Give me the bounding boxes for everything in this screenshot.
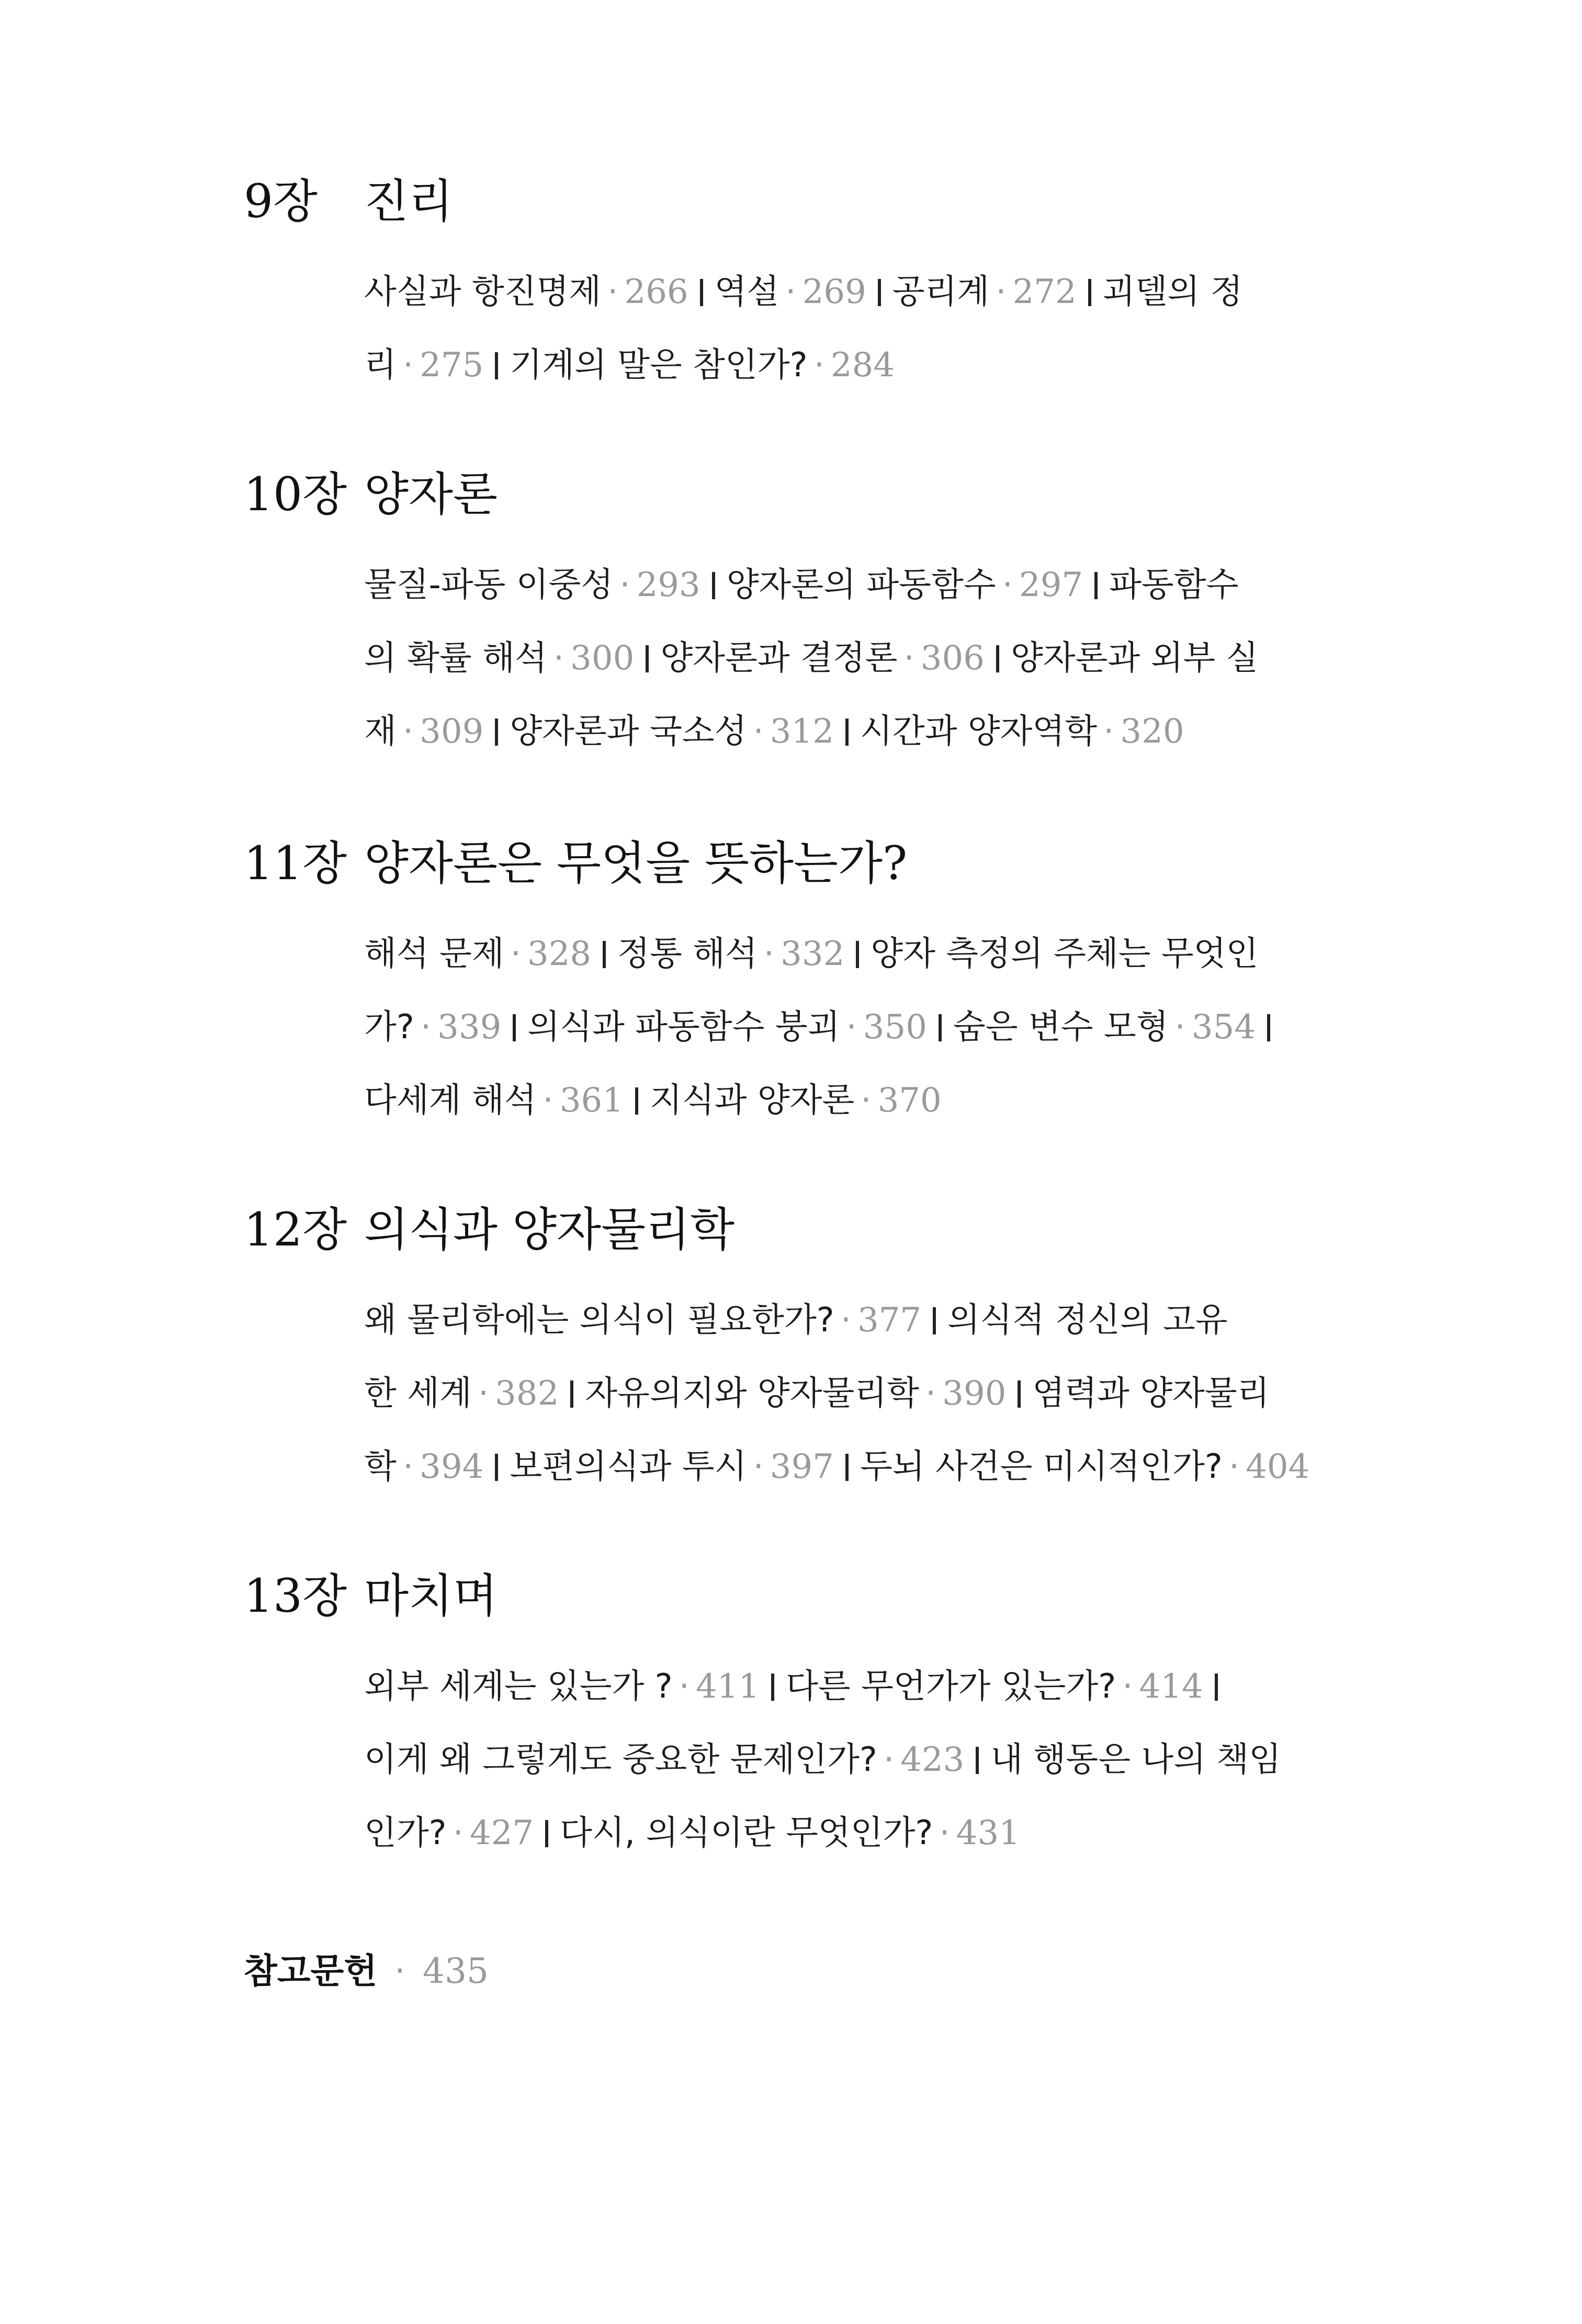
entry-title: 역설 [714,273,779,311]
entry-page: 377 [857,1301,922,1340]
page-dot: · [753,712,764,751]
chapter-title: 의식과 양자물리학 [364,1203,735,1256]
page-dot: · [1174,1008,1185,1047]
entry-title: 시간과 양자역학 [860,712,1098,751]
references-page: 435 [422,1951,489,1991]
entry-page: 414 [1139,1667,1203,1706]
page-dot: · [753,1447,764,1486]
toc-line [364,695,1389,768]
entry-separator [635,1087,638,1115]
entry-page: 427 [469,1814,534,1853]
entry-title: 파동함수 [1109,566,1239,604]
entry-page: 350 [863,1008,927,1047]
entry-separator [878,279,881,306]
entry-title: 염력과 양자물리 [1032,1374,1270,1413]
toc-line [364,1357,1389,1430]
chapter-entries [364,1284,1389,1503]
entry-title: 공리계 [892,273,990,311]
chapter-number: 10장 [244,467,347,521]
entry-page: 272 [1012,273,1077,311]
entry-separator [1215,1674,1218,1701]
entry-title: 다른 무언가가 있는가? [786,1667,1116,1706]
page-dot: · [420,1008,432,1047]
entry-title: 이게 왜 그렇게도 중요한 문제인가? [364,1741,877,1779]
entry-page: 269 [802,273,866,311]
entry-title: 외부 세계는 있는가 ? [364,1667,673,1706]
toc-line [364,1650,1389,1723]
entry-title: 해석 문제 [364,935,504,973]
toc-line [364,991,1389,1064]
entry-page: 397 [770,1447,834,1486]
chapter-number: 9장 [244,174,318,228]
entry-page: 339 [437,1008,502,1047]
entry-separator [856,941,859,968]
chapter-entries [364,548,1389,768]
entry-page: 394 [420,1447,484,1486]
entry-title: 양자론과 외부 실 [1010,639,1259,678]
page-dot: · [939,1814,950,1853]
entry-separator [646,645,649,672]
entry-separator [1018,1380,1021,1408]
entry-title: 의 확률 해석 [364,639,547,678]
toc-line [364,1723,1389,1797]
page-dot: · [510,935,521,973]
entry-title: 보편의식과 투시 [510,1447,747,1486]
page-dot: · [553,639,564,678]
entry-title: 인가? [364,1814,447,1853]
entry-title: 의식적 정신의 고유 [947,1301,1228,1340]
entry-page: 423 [900,1741,965,1779]
chapter-number: 12장 [244,1203,347,1256]
entry-title: 기계의 말은 참인가? [510,346,808,385]
entry-page: 266 [624,273,688,311]
page-dot: · [861,1081,872,1120]
entry-separator [495,1454,498,1481]
page-dot: · [619,566,630,604]
page-dot: · [402,1447,414,1486]
toc-line [364,917,1389,991]
chapter-title: 양자론 [364,467,498,521]
chapter-9 [244,167,1384,402]
toc-line [364,329,1389,402]
entry-title: 양자론과 국소성 [510,712,747,751]
entry-page: 284 [830,346,895,385]
entry-page: 431 [956,1814,1020,1853]
toc-line [364,1064,1389,1137]
entry-page: 320 [1120,712,1184,751]
entry-page: 306 [920,639,985,678]
chapter-heading [244,1196,1384,1264]
page-dot: · [846,1008,857,1047]
entry-title: 양자론의 파동함수 [726,566,996,604]
chapter-heading [244,461,1384,529]
entry-title: 정통 해석 [617,935,758,973]
entry-separator [845,1454,849,1481]
entry-page: 312 [770,712,834,751]
toc-line [364,255,1389,329]
toc-line [364,548,1389,622]
chapter-number: 13장 [244,1569,347,1623]
page-dot: · [813,346,824,385]
page-dot: · [1002,566,1013,604]
entry-title: 가? [364,1008,414,1047]
entry-separator [771,1674,774,1701]
page-dot: · [903,639,914,678]
chapter-title: 마치며 [364,1569,498,1623]
entry-separator [603,941,606,968]
chapter-13 [244,1562,1384,1870]
entry-title: 숨은 변수 모형 [953,1008,1169,1047]
entry-separator [845,718,849,746]
chapter-title: 진리 [364,174,454,228]
chapter-entries [364,917,1389,1137]
page-dot: · [402,346,414,385]
entry-page: 293 [636,566,700,604]
chapter-entries [364,255,1389,402]
entry-page: 390 [942,1374,1007,1413]
entry-separator [513,1014,516,1041]
entry-title: 자유의지와 양자물리학 [585,1374,919,1413]
chapter-11 [244,829,1384,1137]
toc-line [364,1797,1389,1870]
entry-separator [495,718,498,746]
references-entry [244,1943,489,2000]
entry-page: 309 [420,712,484,751]
entry-separator [700,279,703,306]
page-dot: · [478,1374,489,1413]
references-label: 참고문헌 [244,1951,378,1991]
page-dot: · [763,935,775,973]
entry-page: 297 [1019,566,1083,604]
chapter-12 [244,1196,1384,1503]
entry-title: 왜 물리학에는 의식이 필요한가? [364,1301,834,1340]
entry-separator [976,1747,979,1774]
page-dot: · [840,1301,852,1340]
chapter-title: 양자론은 무엇을 뜻하는가? [364,836,908,890]
page-dot: · [1122,1667,1133,1706]
page-dot: · [925,1374,936,1413]
page-dot: · [1103,712,1114,751]
entry-title: 괴델의 정 [1102,273,1243,311]
entry-title: 다세계 해석 [364,1081,537,1120]
page-dot: · [996,273,1007,311]
toc-line [364,622,1389,695]
entry-separator [939,1014,942,1041]
entry-page: 275 [420,346,484,385]
entry-separator [1088,279,1091,306]
entry-title: 한 세계 [364,1374,472,1413]
page-dot: · [607,273,618,311]
chapter-heading [244,1562,1384,1630]
entry-title: 의식과 파동함수 붕괴 [527,1008,840,1047]
entry-separator [495,352,498,379]
entry-page: 354 [1191,1008,1256,1047]
page-dot: · [1228,1447,1240,1486]
chapter-heading [244,167,1384,235]
entry-page: 361 [559,1081,624,1120]
entry-title: 다시, 의식이란 무엇인가? [560,1814,933,1853]
page-dot: · [785,273,796,311]
entry-page: 411 [695,1667,760,1706]
entry-page: 370 [877,1081,942,1120]
chapter-number: 11장 [244,836,347,890]
entry-title: 리 [364,346,397,385]
page-dot: · [543,1081,553,1120]
entry-title: 양자 측정의 주체는 무엇인 [871,935,1259,973]
entry-title: 지식과 양자론 [649,1081,855,1120]
page-dot: · [402,712,414,751]
entry-page: 382 [495,1374,559,1413]
toc-line [364,1284,1389,1357]
entry-page: 404 [1246,1447,1310,1486]
chapter-entries [364,1650,1389,1870]
entry-separator [545,1820,548,1847]
page-dot: · [883,1741,895,1779]
entry-separator [933,1307,936,1334]
entry-page: 332 [781,935,845,973]
entry-page: 300 [570,639,635,678]
entry-separator [996,645,999,672]
entry-title: 내 행동은 나의 책임 [990,1741,1282,1779]
page-dot: · [453,1814,464,1853]
page-dot: · [394,1951,405,1991]
entry-page: 328 [527,935,592,973]
entry-title: 사실과 항진명제 [364,273,602,311]
page-dot: · [679,1667,690,1706]
entry-separator [570,1380,573,1408]
entry-separator [1094,572,1098,599]
entry-title: 물질-파동 이중성 [364,566,614,604]
entry-title: 양자론과 결정론 [660,639,898,678]
entry-title: 재 [364,712,397,751]
chapter-10 [244,461,1384,768]
entry-separator [712,572,715,599]
chapter-heading [244,829,1384,897]
toc-line [364,1430,1389,1503]
entry-separator [1267,1014,1270,1041]
entry-title: 학 [364,1447,397,1486]
entry-title: 두뇌 사건은 미시적인가? [860,1447,1223,1486]
